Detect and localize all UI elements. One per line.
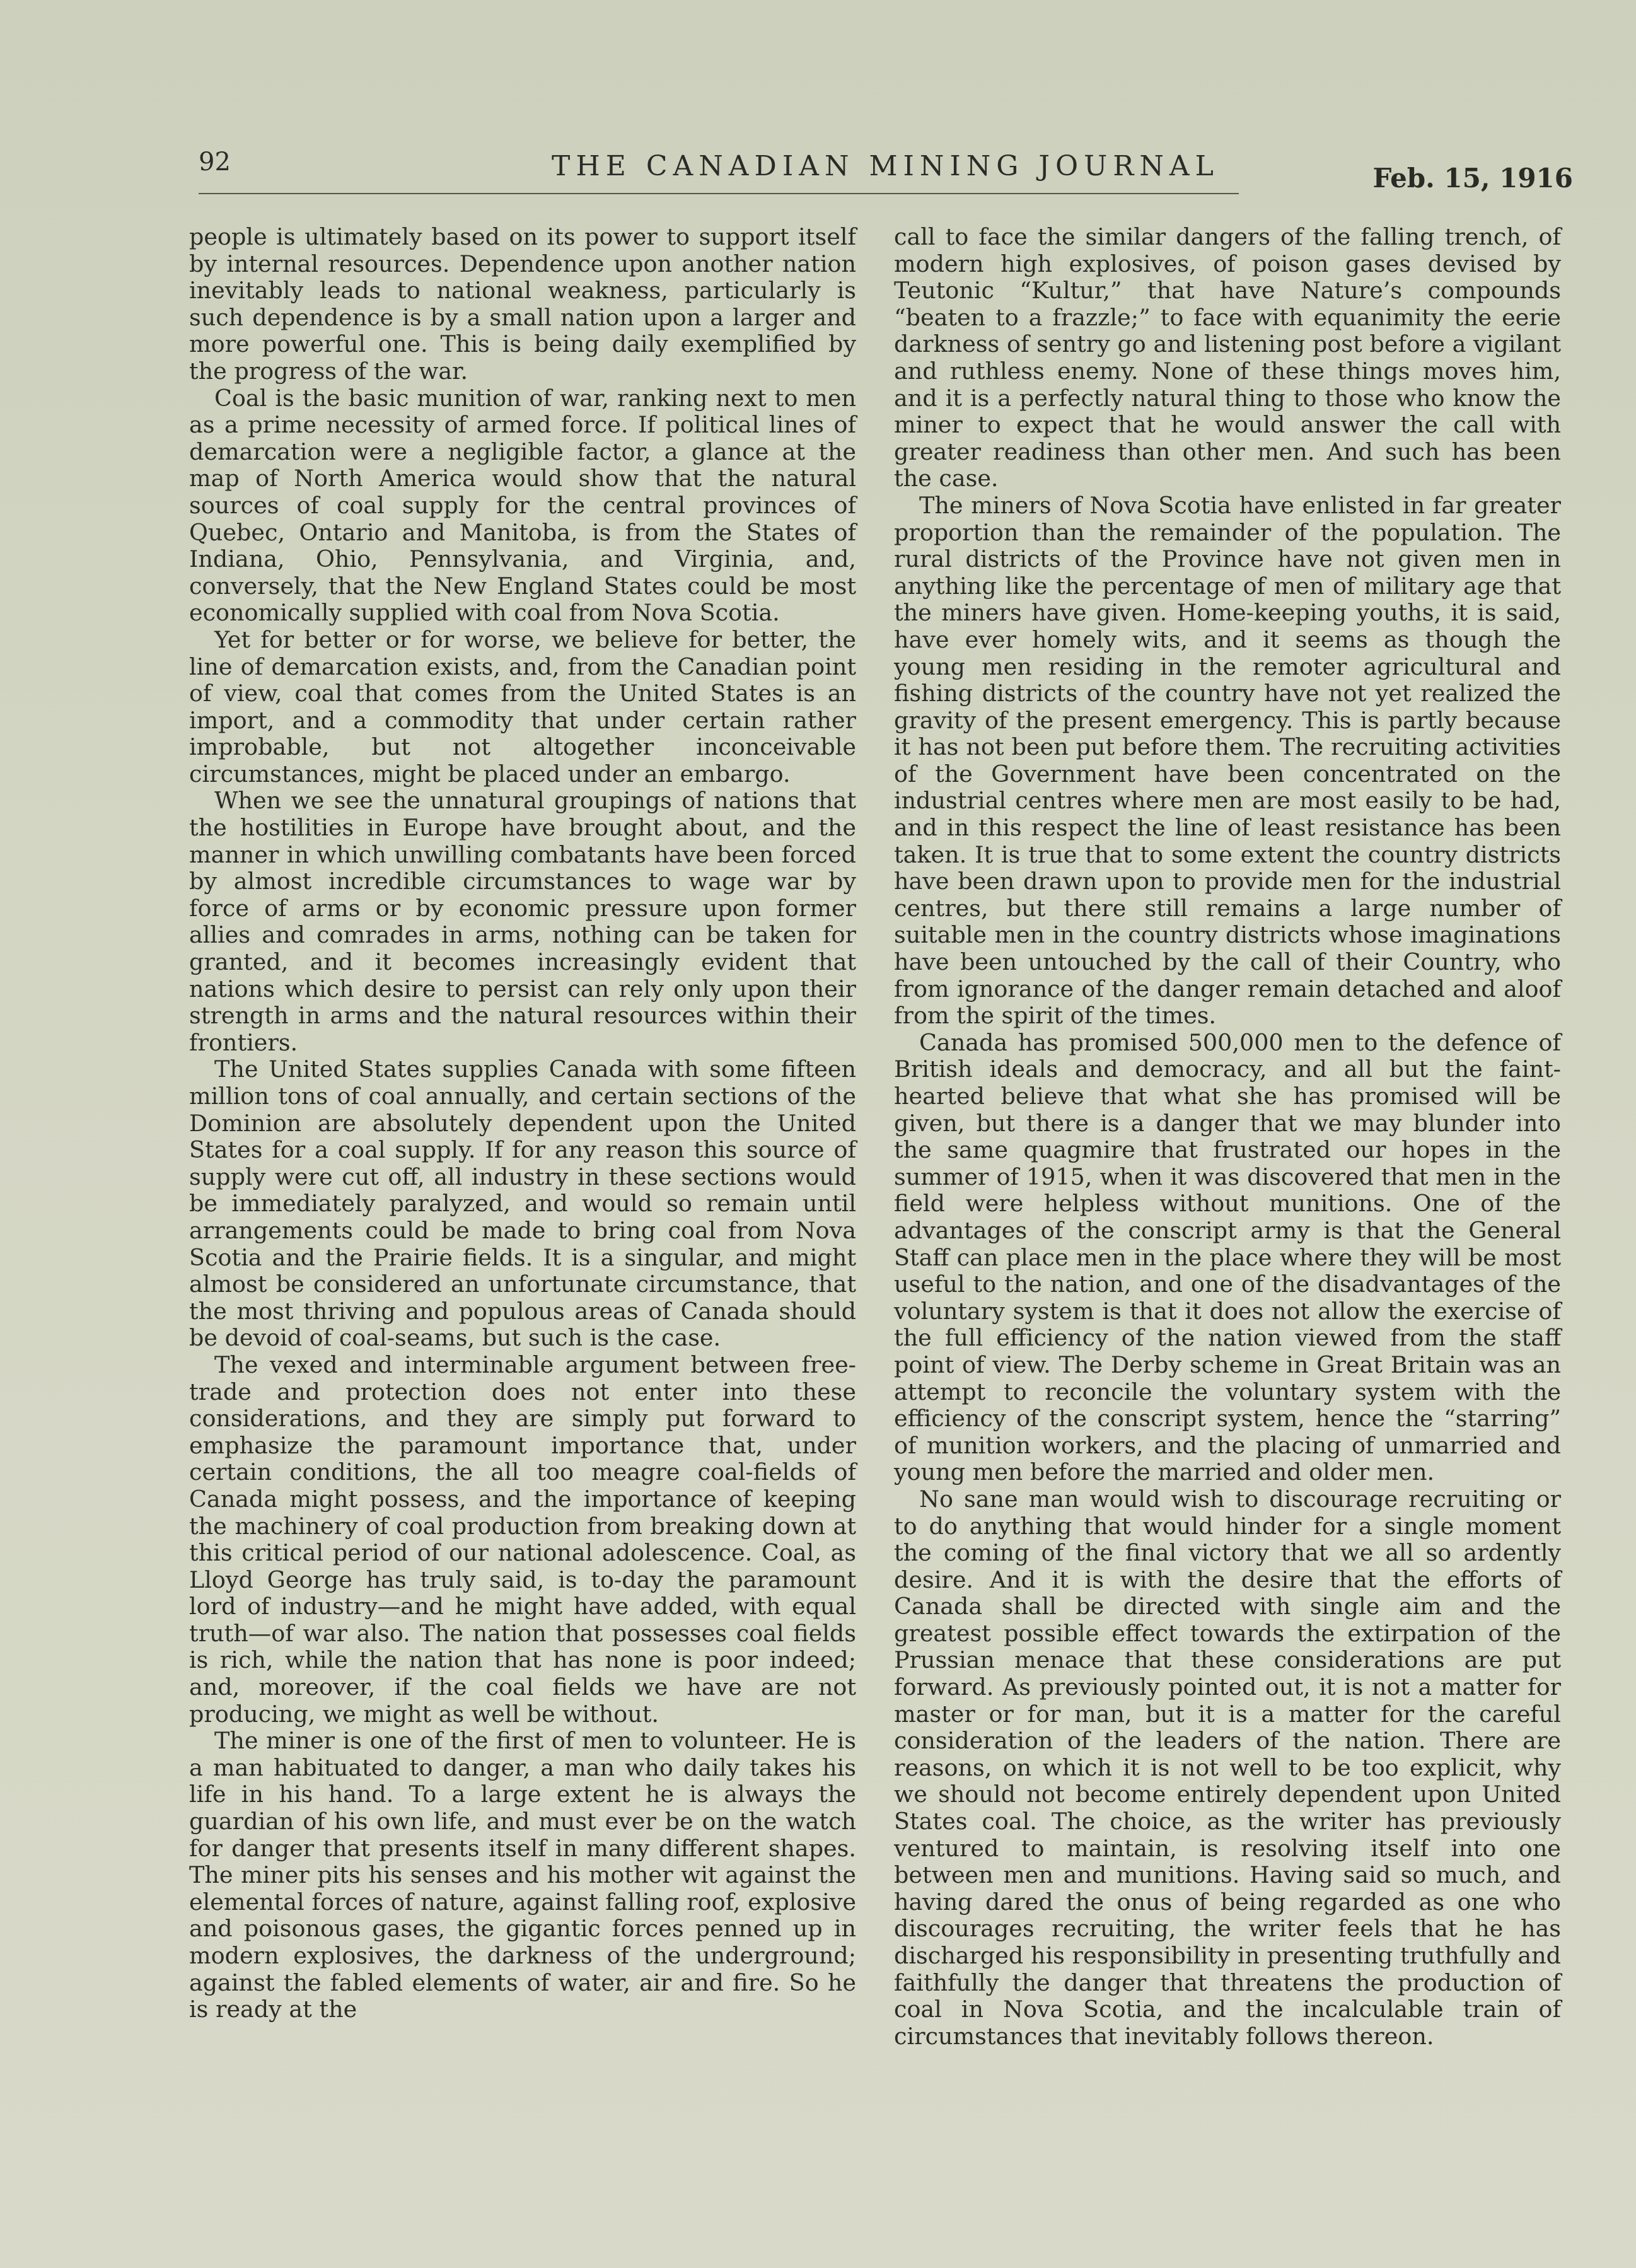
paragraph: Coal is the basic munition of war, ranking next to men as a prime necessity of armed force. If political lines of demarcation were a negligible factor, a glance at the map of North America would show that the natural sources of coal supply for the central provinces of Quebec, Ontario and Manitoba, is from the States of Indiana, Ohio, Pennsylvania, and Virginia, and, conversely, that the New England States could be most economically supplied with coal from Nova Scotia. bbox=[189, 384, 856, 627]
left-column bbox=[189, 224, 856, 2023]
paragraph: The miner is one of the first of men to volunteer. He is a man habituated to danger, a man who daily takes his life in his hand. To a large extent he is always the guardian of his own life, and must ever be on the watch for danger that presents itself in many different shapes. The miner pits his senses and his mother wit against the elemental forces of nature, against falling roof, explosive and poisonous gases, the gigantic forces penned up in modern explosives, the darkness of the underground; against the fabled elements of water, air and fire. So he is ready at the bbox=[189, 1727, 856, 2023]
page-header bbox=[199, 144, 1573, 201]
page-number: 92 bbox=[199, 148, 231, 177]
paragraph: people is ultimately based on its power to support itself by internal resources. Dependence upon another nation inevitably leads to national weakness, particularly is such dependence is by a small nation upon a larger and more powerful one. This is being daily exemplified by the progress of the war. bbox=[189, 223, 856, 385]
paragraph: The vexed and interminable argument between free-trade and protection does not enter into these considerations, and they are simply put forward to emphasize the paramount importance that, under certain conditions, the all too meagre coal-fields of Canada might possess, and the importance of keeping the machinery of coal production from breaking down at this critical period of our national adolescence. Coal, as Lloyd George has truly said, is to-day the paramount lord of industry—and he might have added, with equal truth—of war also. The nation that possesses coal fields is rich, while the nation that has none is poor indeed; and, moreover, if the coal fields we have are not producing, we might as well be without. bbox=[189, 1351, 856, 1728]
paragraph: The miners of Nova Scotia have enlisted in far greater proportion than the remainder of the population. The rural districts of the Province have not given men in anything like the percentage of men of military age that the miners have given. Home-keeping youths, it is said, have ever homely wits, and it seems as though the young men residing in the remoter agricultural and fishing districts of the country have not yet realized the gravity of the present emergency. This is partly because it has not been put before them. The recruiting activities of the Government have been concentrated on the industrial centres where men are most easily to be had, and in this respect the line of least resistance has been taken. It is true that to some extent the country districts have been drawn upon to provide men for the industrial centres, but there still remains a large number of suitable men in the country districts whose imaginations have been untouched by the call of their Country, who from ignorance of the danger remain detached and aloof from the spirit of the times. bbox=[894, 491, 1561, 1030]
header-rule bbox=[199, 193, 1239, 194]
issue-date: Feb. 15, 1916 bbox=[1372, 163, 1573, 194]
paragraph: No sane man would wish to discourage recruiting or to do anything that would hinder for a single moment the coming of the final victory that we all so ardently desire. And it is with the desire that the efforts of Canada shall be directed with single aim and the greatest possible effect towards the extirpation of the Prussian menace that these considerations are put forward. As previously pointed out, it is not a matter for master or for man, but it is a matter for the careful consideration of the leaders of the nation. There are reasons, on which it is not well to be too explicit, why we should not become entirely dependent upon United States coal. The choice, as the writer has previously ventured to maintain, is resolving itself into one between men and munitions. Having said so much, and having dared the onus of being regarded as one who discourages recruiting, the writer feels that he has discharged his responsibility in presenting truthfully and faithfully the danger that threatens the production of coal in Nova Scotia, and the incalculable train of circumstances that inevitably follows thereon. bbox=[894, 1485, 1561, 2050]
journal-title: THE CANADIAN MINING JOURNAL bbox=[552, 150, 1219, 182]
paragraph: When we see the unnatural groupings of nations that the hostilities in Europe have brought about, and the manner in which unwilling combatants have been forced by almost incredible circumstances to wage war by force of arms or by economic pressure upon former allies and comrades in arms, nothing can be taken for granted, and it becomes increasingly evident that nations which desire to persist can rely only upon their strength in arms and the natural resources within their frontiers. bbox=[189, 787, 856, 1056]
paragraph: Canada has promised 500,000 men to the defence of British ideals and democracy, and all but the faint-hearted believe that what she has promised will be given, but there is a danger that we may blunder into the same quagmire that frustrated our hopes in the summer of 1915, when it was discovered that men in the field were helpless without munitions. One of the advantages of the conscript army is that the General Staff can place men in the place where they will be most useful to the nation, and one of the disadvantages of the voluntary system is that it does not allow the exercise of the full efficiency of the nation viewed from the staff point of view. The Derby scheme in Great Britain was an attempt to reconcile the voluntary system with the efficiency of the conscript system, hence the “starring” of munition workers, and the placing of unmarried and young men before the married and older men. bbox=[894, 1028, 1561, 1486]
paragraph: Yet for better or for worse, we believe for better, the line of demarcation exists, and, from the Canadian point of view, coal that comes from the United States is an import, and a commodity that under certain rather improbable, but not altogether inconceivable circumstances, might be placed under an embargo. bbox=[189, 625, 856, 788]
paragraph: call to face the similar dangers of the falling trench, of modern high explosives, of poison gases devised by Teutonic “Kultur,” that have Nature’s compounds “beaten to a frazzle;” to face with equanimity the eerie darkness of sentry go and listening post before a vigilant and ruthless enemy. None of these things moves him, and it is a perfectly natural thing to those who know the miner to expect that he would answer the call with greater readiness than other men. And such has been the case. bbox=[894, 223, 1561, 492]
paragraph: The United States supplies Canada with some fifteen million tons of coal annually, and certain sections of the Dominion are absolutely dependent upon the United States for a coal supply. If for any reason this source of supply were cut off, all industry in these sections would be immediately paralyzed, and would so remain until arrangements could be made to bring coal from Nova Scotia and the Prairie fields. It is a singular, and might almost be considered an unfortunate circumstance, that the most thriving and populous areas of Canada should be devoid of coal-seams, but such is the case. bbox=[189, 1055, 856, 1352]
right-column bbox=[894, 224, 1561, 2050]
